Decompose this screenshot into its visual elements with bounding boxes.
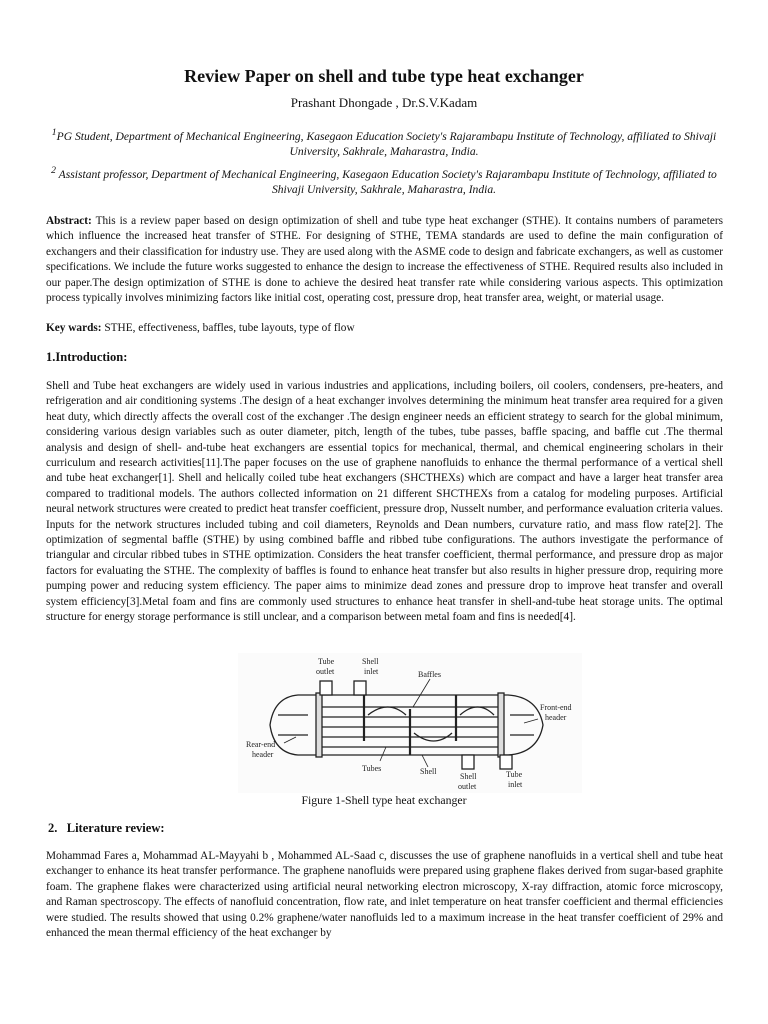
section-heading-introduction: 1.Introduction: bbox=[46, 350, 128, 364]
label-rear-end-1: Rear-end bbox=[246, 740, 276, 749]
paper-title: Review Paper on shell and tube type heat exchanger bbox=[184, 66, 584, 86]
keywords-text: STHE, effectiveness, baffles, tube layouts, type of flow bbox=[101, 322, 355, 334]
leader-line bbox=[524, 719, 538, 723]
abstract-label: Abstract: bbox=[46, 215, 92, 227]
label-tube-outlet-2: outlet bbox=[316, 667, 335, 676]
abstract-text: This is a review paper based on design optimization of shell and tube type heat exchanger (STHE). It contains numbers of parameters which influence the increased heat transfer of STHE. For designing of STHE, TEMA standards are used to define the main configuration of exchangers and their classification for industry use. They are used along with the ASME code to design and fabricate exchangers, as well as customer specifications. We include the future works suggested to enhance the design to increase the effectiveness of STHE. Required results also included in our paper.The design optimization of STHE is done to achieve the desired heat transfer rate while considering various aspects. This optimization process typically involves minimizing factors like initial cost, operating cost, pressure drop, heat transfer area, weight, or material usage. bbox=[46, 215, 723, 305]
figure-caption: Figure 1-Shell type heat exchanger bbox=[301, 793, 467, 807]
keywords-label: Key wards: bbox=[46, 322, 102, 334]
section-heading-literature-review: 2. Literature review: bbox=[48, 821, 165, 835]
introduction-body: Shell and Tube heat exchangers are widely used in various industries and applications, including boilers, oil coolers, condensers, pre-heaters, and refrigeration and air conditioning systems .The design of a heat exchanger involves determining the minimum heat transfer area required for a given heat duty, which directly affects the overall cost of the exchanger .The design engineer needs an efficient strategy to search for the global minimum, considering various design variables such as outer diameter, pitch, length of the tubes, tube passes, baffle spacing, and baffle cut .The thermal analysis and design of shell- and-tube heat exchangers are essential topics for mechanical, thermal, and chemical engineering scholars in their curriculum and research activities[11].The paper focuses on the use of graphene nanofluids to enhance the thermal performance of a vertical shell and tube heat exchanger[1]. Shell and helically coiled tube heat exchangers (SHCTHEXs) which are compact and have a larger heat transfer area compared to traditional models. The authors collected information on 21 different SHCTHEXs from a catalog for modeling purposes. Artificial neural network structures were created to predict heat transfer coefficient, pressure drop, Nusselt number, and performance evaluation criteria values. Inputs for the network structures included tubing and coil diameters, Reynolds and Dean numbers, curvature ratio, and mass flow rate[2]. The optimization of segmental baffle (STHE) by using combined baffle and ribbed tube configurations. The authors investigate the performance of triangular and circular ribbed tubes in STHE optimization. Considers the heat transfer coefficient, thermal performance, and pressure drop as major factors for evaluating the STHE. The complexity of baffles is found to enhance heat transfer but also results in higher pressure drop, requiring more pumping power and reducing system efficiency. The paper aims to minimize dead zones and pressure drop to improve heat transfer and overall system efficiency[3].Metal foam and fins are commonly used structures to enhance heat transfer in shell-and-tube heat storage units. The optimal structure for energy storage performance is still unclear, and a comparison between metal foam and fins is needed[4]. bbox=[46, 380, 723, 624]
heat-exchanger-diagram bbox=[238, 653, 582, 793]
label-rear-end-2: header bbox=[252, 750, 274, 759]
rear-tubesheet bbox=[316, 693, 322, 757]
tube-outlet-nozzle bbox=[320, 681, 332, 695]
shell-inlet-nozzle bbox=[354, 681, 366, 695]
affiliation-1 bbox=[48, 125, 720, 159]
label-tubes: Tubes bbox=[362, 764, 382, 773]
label-front-end-1: Front-end bbox=[540, 703, 572, 712]
label-front-end-2: header bbox=[545, 713, 567, 722]
label-shell-inlet-1: Shell bbox=[362, 657, 379, 666]
leader-line bbox=[284, 737, 296, 743]
label-shell: Shell bbox=[420, 767, 437, 776]
affiliation-2-text: Assistant professor, Department of Mechanical Engineering, Kasegaon Education Society's Rajarambapu Institute of Technology, affiliated to Shivaji University, Sakhrale, Maharastra, India. bbox=[55, 167, 717, 196]
flow-arrow bbox=[278, 715, 308, 735]
label-baffles: Baffles bbox=[418, 670, 441, 679]
flow-arrow bbox=[460, 707, 494, 715]
label-tube-inlet-1: Tube bbox=[506, 770, 523, 779]
front-tubesheet bbox=[498, 693, 504, 757]
affiliation-1-text: PG Student, Department of Mechanical Engineering, Kasegaon Education Society's Rajarambapu Institute of Technology, affiliated to Shivaji University, Sakhrale, Maharastra, India. bbox=[56, 129, 717, 158]
literature-review-body: Mohammad Fares a, Mohammad AL-Mayyahi b , Mohammed AL-Saad c, discusses the use of graphene nanofluids in a vertical shell and tube heat exchanger to enhance its heat transfer performance. The graphene nanofluids were prepared using graphene flakes derived from sugar-based graphite foam. The graphene flakes were characterized using artificial neural networking electron microscopy, X-ray diffraction, atomic force microscopy, and Raman spectroscopy. The effects of nanofluid concentration, flow rate, and inlet temperature on heat transfer coefficient and thermal efficiencies were studied. The results showed that using 0.2% graphene/water nanofluids led to a maximum increase in the heat transfer coefficient of 29% and enhanced the mean thermal efficiency of the heat exchanger by bbox=[46, 850, 723, 940]
leader-line bbox=[413, 679, 430, 707]
author-list: Prashant Dhongade , Dr.S.V.Kadam bbox=[290, 95, 478, 110]
label-tube-inlet-2: inlet bbox=[508, 780, 523, 789]
keywords bbox=[46, 322, 355, 334]
affiliation-1-marker: 1 bbox=[51, 127, 57, 138]
tube-inlet-nozzle bbox=[500, 755, 512, 769]
affiliation-2 bbox=[48, 163, 720, 197]
heat-exchanger-figure bbox=[238, 653, 582, 793]
label-shell-inlet-2: inlet bbox=[364, 667, 379, 676]
label-shell-outlet-2: outlet bbox=[458, 782, 477, 791]
shell-outlet-nozzle bbox=[462, 755, 474, 769]
flow-arrow bbox=[368, 707, 406, 715]
affiliation-2-marker: 2 bbox=[51, 165, 56, 176]
label-shell-outlet-1: Shell bbox=[460, 772, 477, 781]
leader-line bbox=[422, 755, 428, 767]
abstract bbox=[46, 214, 723, 306]
leader-line bbox=[380, 747, 386, 761]
flow-arrow bbox=[510, 715, 534, 735]
label-tube-outlet-1: Tube bbox=[318, 657, 335, 666]
